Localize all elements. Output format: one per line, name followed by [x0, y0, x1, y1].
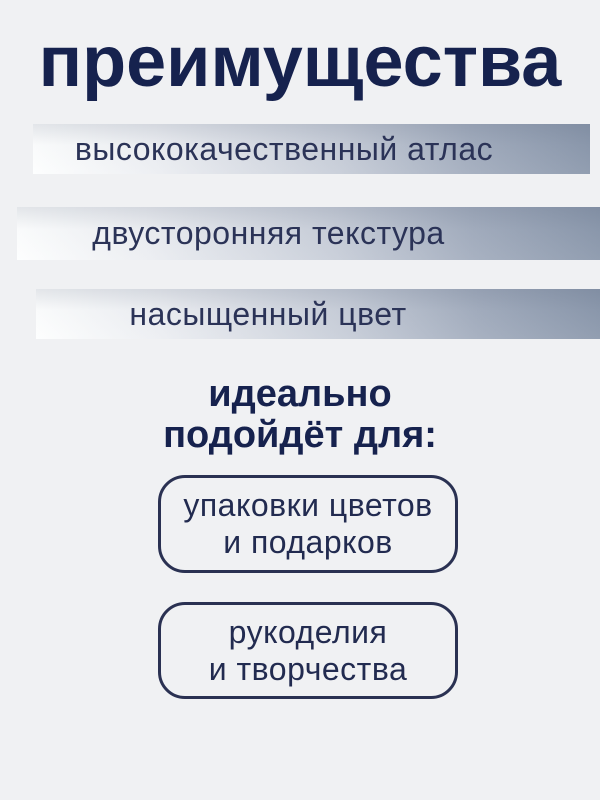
feature-banner-label: двусторонняя текстура — [92, 215, 445, 251]
use-case-label-line1: упаковки цветов — [183, 487, 433, 523]
feature-banner-label: высококачественный атлас — [74, 130, 494, 167]
feature-banner-label: насыщенный цвет — [129, 295, 407, 332]
page-title: преимущества — [38, 22, 562, 102]
feature-banner-satin-quality — [33, 124, 590, 174]
use-case-card-gift-wrapping — [158, 475, 458, 573]
use-case-card-crafts — [158, 602, 458, 699]
feature-banner-double-sided — [17, 207, 600, 260]
feature-banner-rich-color — [36, 289, 600, 339]
use-case-label-line1: рукоделия — [228, 613, 388, 650]
ideal-for-heading-line1: идеально — [208, 373, 392, 415]
ideal-for-heading-line2: подойдёт для: — [163, 414, 437, 456]
use-case-label-line2: и подарков — [223, 524, 393, 560]
ideal-for-heading — [0, 374, 600, 456]
use-case-label-line2: и творчества — [208, 650, 408, 687]
